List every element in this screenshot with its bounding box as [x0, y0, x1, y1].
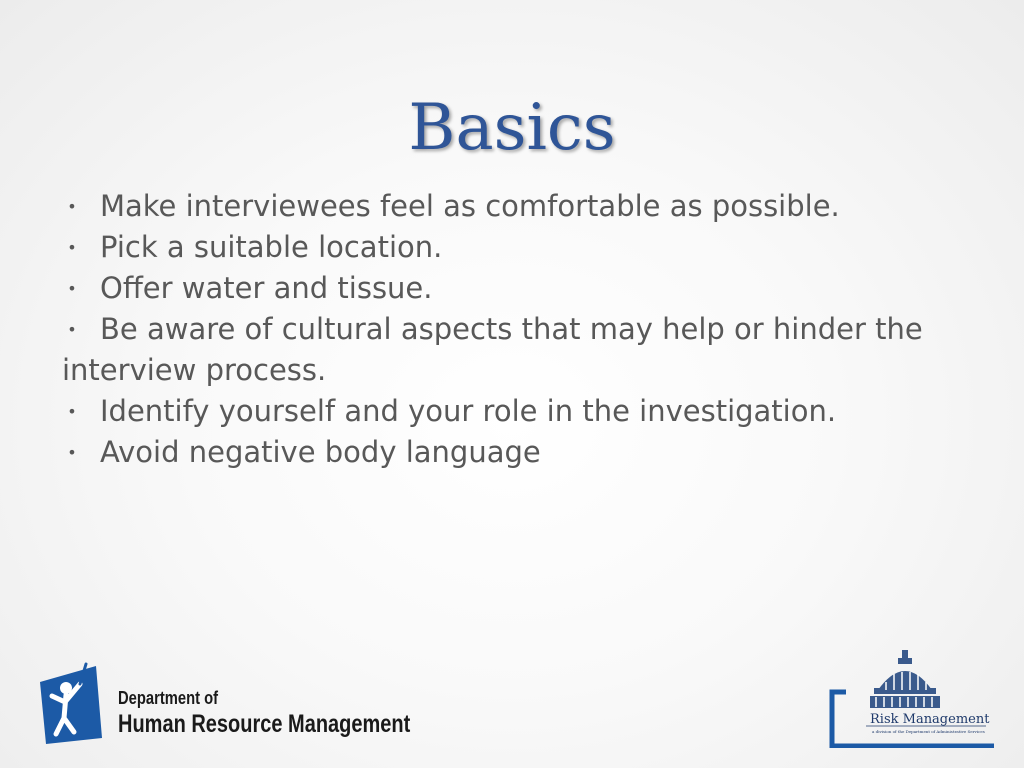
bullet-text: Avoid negative body language [100, 435, 541, 469]
bullet-text: Pick a suitable location. [100, 230, 443, 264]
risk-management-subtitle: a division of the Department of Administrative Services [872, 729, 985, 734]
bullet-text: Offer water and tissue. [100, 271, 433, 305]
dhrm-line1: Department of [118, 688, 219, 708]
bullet-item [62, 227, 982, 268]
bullet-item [62, 309, 982, 391]
risk-management-logo [826, 644, 1006, 748]
risk-management-title: Risk Management [870, 712, 990, 727]
bullet-item [62, 268, 982, 309]
bullet-text: Identify yourself and your role in the investigation. [100, 394, 837, 428]
slide-title: Basics [408, 91, 616, 165]
bullet-marker: • [67, 320, 77, 339]
bullet-item [62, 391, 982, 432]
bullet-item [62, 186, 982, 227]
bullet-list [62, 186, 982, 473]
bullet-marker: • [67, 197, 77, 216]
dhrm-line2: Human Resource Management [118, 710, 411, 738]
bullet-marker: • [67, 402, 77, 421]
bullet-text: Make interviewees feel as comfortable as possible. [100, 189, 840, 223]
bullet-marker: • [67, 279, 77, 298]
bullet-text: Be aware of cultural aspects that may help or hinder the interview process. [62, 312, 923, 387]
bullet-marker: • [67, 443, 77, 462]
bullet-item [62, 432, 982, 473]
bullet-marker: • [67, 238, 77, 257]
person-figure-icon [36, 660, 108, 744]
dhrm-logo [36, 660, 411, 750]
